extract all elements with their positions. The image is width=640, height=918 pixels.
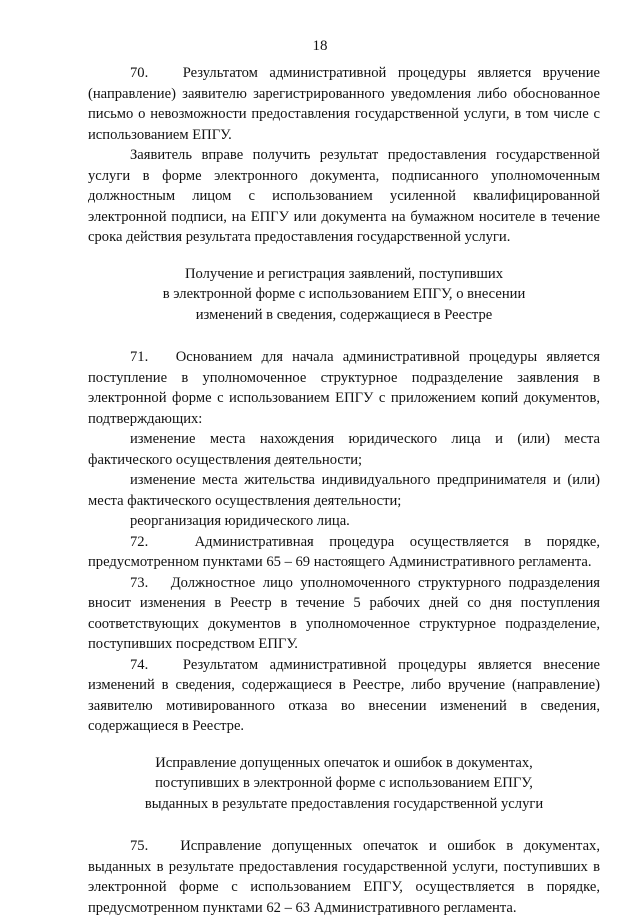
heading-line: Получение и регистрация заявлений, поступивших [184,265,504,282]
list-item-residence-change: изменение места жительства индивидуального предпринимателя и (или) места фактического осуществления деятельности; [88,472,600,509]
list-item-reorganization: реорганизация юридического лица. [130,513,350,529]
section-heading-registration [88,264,600,326]
page-number: 18 [312,38,328,54]
paragraph-74: 74. Результатом административной процедуры является внесение изменений в сведения, содержащиеся в Реестре, либо вручение (направление) заявителю мотивированного отказа во внесении изменений в сведения, содержащиеся в Реестре. [88,656,600,734]
list-item-location-change: изменение места нахождения юридического лица и (или) места фактического осуществления деятельности; [88,431,600,468]
paragraph-73: 73. Должностное лицо уполномоченного структурного подразделения вносит изменения в Реестр в течение 5 рабочих дней со дня поступления соответствующих документов в уполномоченное структурное подразделение, поступивших посредством ЕПГУ. [88,574,600,652]
paragraph-75: 75. Исправление допущенных опечаток и ошибок в документах, выданных в результате предоставления государственной услуги, поступивших в электронной форме с использованием ЕПГУ, осуществляется в порядке, предусмотренном пунктами 62 – 63 Административного регламента. [88,838,600,916]
paragraph-applicant-right: Заявитель вправе получить результат предоставления государственной услуги в форме электронного документа, подписанного уполномоченным должностным лицом с использованием усиленной квалифицированной электронной подписи, на ЕПГУ или документа на бумажном носителе в течение срока действия результата предоставления государственной услуги. [88,147,600,245]
heading-line: изменений в сведения, содержащиеся в Реестре [195,306,493,323]
section-heading-corrections [88,753,600,815]
paragraph-70: 70. Результатом административной процедуры является вручение (направление) заявителю зарегистрированного уведомления либо обоснованное письмо о невозможности предоставления государственной услуги, в том числе с использованием ЕПГУ. [88,65,600,143]
heading-line: поступивших в электронной форме с использованием ЕПГУ, [155,775,533,791]
paragraph-71: 71. Основанием для начала административной процедуры является поступление в уполномоченное структурное подразделение заявления в электронной форме с использованием ЕПГУ с приложением копий документов, подтверждающих: [88,349,600,427]
heading-line: выданных в результате предоставления государственной услуги [144,795,544,812]
heading-line: Исправление допущенных опечаток и ошибок в документах, [155,754,533,771]
heading-line: в электронной форме с использованием ЕПГУ, о внесении [162,286,526,302]
document-body [88,63,600,918]
paragraph-72: 72. Административная процедура осуществляется в порядке, предусмотренном пунктами 65 – 69 настоящего Административного регламента. [88,533,600,570]
